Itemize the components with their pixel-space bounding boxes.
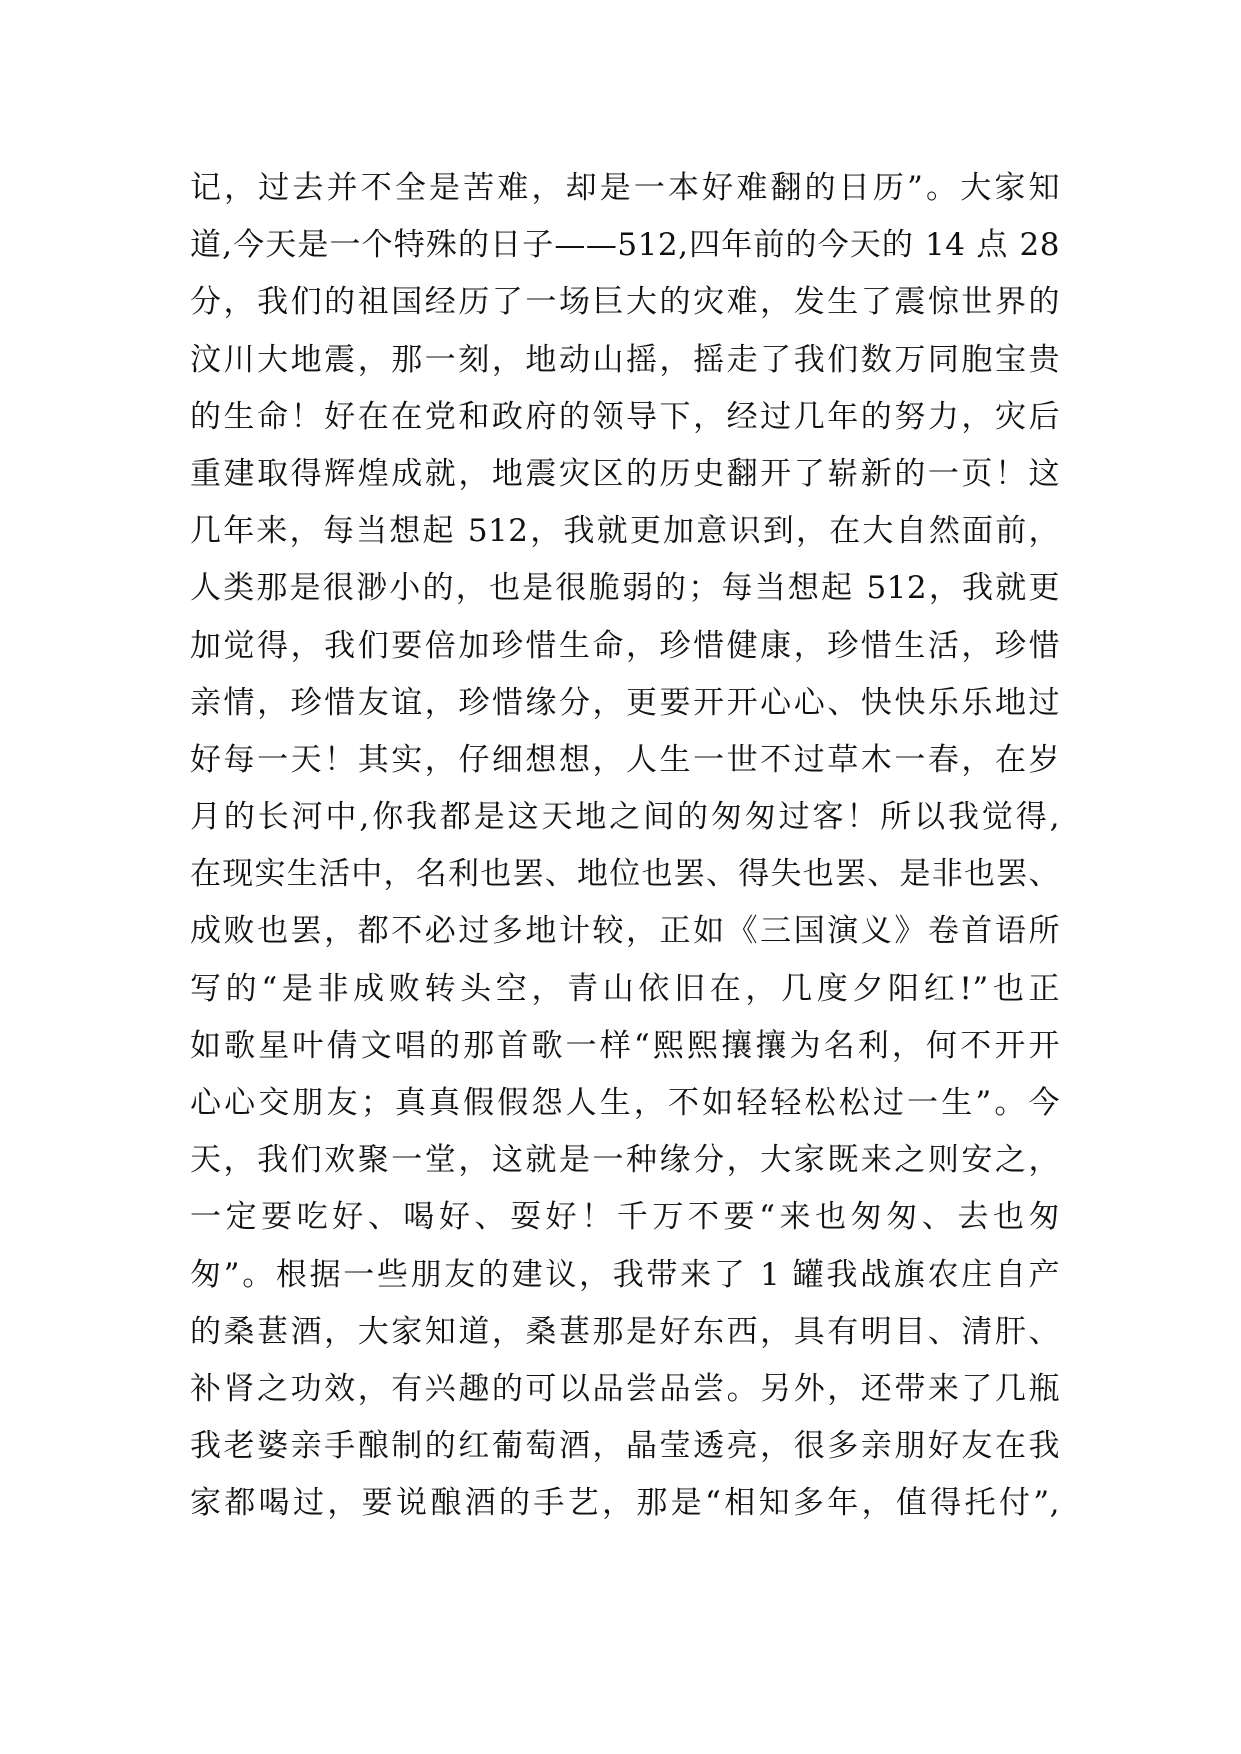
text-line: 亲情，珍惜友谊，珍惜缘分，更要开开心心、快快乐乐地过 [190,684,1060,721]
text-line: 匆”。根据一些朋友的建议，我带来了 1 罐我战旗农庄自产 [190,1256,1060,1293]
text-line: 家都喝过，要说酿酒的手艺，那是“相知多年，值得托付”, [190,1485,1060,1522]
text-line: 在现实生活中，名利也罢、地位也罢、得失也罢、是非也罢、 [190,856,1060,893]
text-line: 心心交朋友；真真假假怨人生，不如轻轻松松过一生”。今 [190,1085,1060,1121]
text-line: 加觉得，我们要倍加珍惜生命，珍惜健康，珍惜生活，珍惜 [190,627,1060,664]
text-line: 人类那是很渺小的，也是很脆弱的；每当想起 512，我就更 [190,570,1060,607]
text-line: 记，过去并不全是苦难，却是一本好难翻的日历”。大家知 [190,170,1060,206]
text-line: 写的“是非成败转头空，青山依旧在，几度夕阳红!”也正 [190,970,1060,1007]
text-line: 成败也罢，都不必过多地计较，正如《三国演义》卷首语所 [190,913,1060,950]
text-line: 如歌星叶倩文唱的那首歌一样“熙熙攘攘为名利，何不开开 [190,1027,1060,1064]
text-line: 天，我们欢聚一堂，这就是一种缘分，大家既来之则安之， [190,1142,1060,1179]
text-line: 补肾之功效，有兴趣的可以品尝品尝。另外，还带来了几瓶 [190,1370,1060,1407]
text-line: 重建取得辉煌成就，地震灾区的历史翻开了崭新的一页！这 [190,455,1060,492]
text-line: 道,今天是一个特殊的日子——512,四年前的今天的 14 点 28 [190,227,1060,264]
text-line: 的桑葚酒，大家知道，桑葚那是好东西，具有明目、清肝、 [190,1313,1060,1350]
text-line: 好每一天！其实，仔细想想，人生一世不过草木一春，在岁 [190,741,1060,778]
text-line: 月的长河中,你我都是这天地之间的匆匆过客！所以我觉得, [190,799,1060,836]
body-text [190,160,1060,1533]
text-line: 几年来，每当想起 512，我就更加意识到，在大自然面前， [190,513,1060,550]
text-line: 的生命！好在在党和政府的领导下，经过几年的努力，灾后 [190,398,1060,435]
text-line: 一定要吃好、喝好、耍好！千万不要“来也匆匆、去也匆 [190,1199,1060,1236]
text-line: 汶川大地震，那一刻，地动山摇，摇走了我们数万同胞宝贵 [190,341,1060,378]
text-line: 我老婆亲手酿制的红葡萄酒，晶莹透亮，很多亲朋好友在我 [190,1428,1060,1465]
text-line: 分，我们的祖国经历了一场巨大的灾难，发生了震惊世界的 [190,284,1060,321]
